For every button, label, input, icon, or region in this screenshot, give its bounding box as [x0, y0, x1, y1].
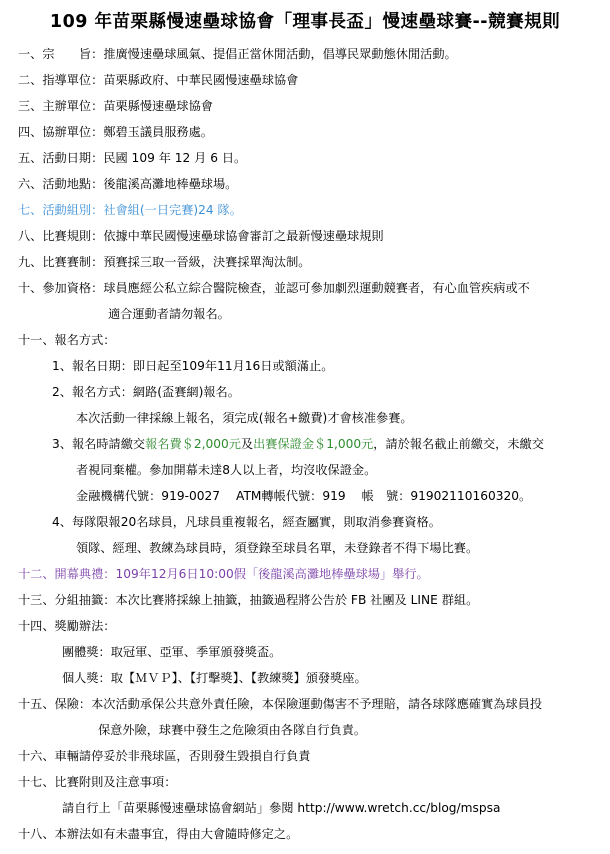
registration-fees: [52, 436, 544, 452]
fee-intro: 3、報名時請繳交: [52, 437, 146, 451]
section-notes: 十七、比賽附則及注意事項：: [18, 775, 177, 789]
deposit-fee: 出賽保證金＄1,000元: [253, 437, 374, 451]
item-co-organizer: [18, 124, 213, 140]
item-text: 苗栗縣政府、中華民國慢速壘球協會: [103, 73, 299, 87]
registration-fees-cont: 者視同棄權。參加開幕未達8人以上者，均沒收保證金。: [76, 463, 377, 477]
item-eligibility-cont: 適合運動者請勿報名。: [108, 307, 230, 321]
fee-rest: ，請於報名截止前繳交，未繳交: [373, 437, 544, 451]
item-label: 十二、開幕典禮：: [18, 567, 116, 581]
item-label: 六、活動地點：: [18, 177, 104, 191]
item-text: 民國 109 年 12 月 6 日。: [103, 151, 247, 165]
item-opening-ceremony: [18, 566, 429, 582]
roster-staff-note: 領隊、經理、教練為球員時，須登錄至球員名單，未登錄者不得下場比賽。: [76, 541, 479, 555]
item-amendment: 十八、本辦法如有未盡事宜，得由大會隨時修定之。: [18, 827, 299, 841]
item-label: 九、比賽賽制：: [18, 255, 104, 269]
item-label: 十三、分組抽籤：: [18, 593, 116, 607]
item-date: [18, 150, 246, 166]
item-label: 一、宗 旨：: [18, 47, 104, 61]
section-registration: 十一、報名方式：: [18, 333, 116, 347]
registration-online-note: 本次活動一律採線上報名，須完成(報名+繳費)才會核准參賽。: [76, 411, 413, 425]
item-parking: 十六、車輛請停妥於非飛球區，否則發生毀損自行負責: [18, 749, 311, 763]
item-eligibility: [18, 280, 530, 296]
award-individual: 個人獎：取【ＭＶＰ】、【打擊獎】、【教練獎】頒發獎座。: [62, 671, 367, 685]
item-tournament-format: [18, 254, 311, 270]
item-insurance-cont: 保意外險，球賽中發生之危險須由各隊自行負責。: [98, 723, 367, 737]
item-label: 八、比賽規則：: [18, 229, 104, 243]
item-text: 球員應經公私立綜合醫院檢查，並認可參加劇烈運動競賽者，有心血管疾病或不: [103, 281, 530, 295]
item-game-rules: [18, 228, 384, 244]
item-text: 社會組(一日完賽)24 隊。: [103, 203, 242, 217]
roster-limit: 4、每隊限報20名球員，凡球員重複報名，經查屬實，則取消參賽資格。: [52, 515, 441, 529]
item-draw: [18, 592, 478, 608]
item-venue: [18, 176, 237, 192]
item-text: 本次活動承保公共意外責任險，本保險運動傷害不予理賠，請各球隊應確實為球員投: [91, 697, 543, 711]
item-text: 鄭碧玉議員服務處。: [103, 125, 213, 139]
item-text: 推廣慢速壘球風氣、提倡正當休閒活動，倡導民眾動態休閒活動。: [103, 47, 457, 61]
page-title: 109 年苗栗縣慢速壘球協會「理事長盃」慢速壘球賽--競賽規則: [49, 12, 561, 32]
item-label: 五、活動日期：: [18, 151, 104, 165]
item-purpose: [18, 46, 457, 62]
fee-and: 及: [240, 437, 254, 451]
registration-method: 2、報名方式：網路(盃賽網)報名。: [52, 385, 240, 399]
notes-website: 請自行上「苗栗縣慢速壘球協會網站」參閱 http://www.wretch.cc/blog/mspsa: [62, 801, 501, 815]
item-guidance-unit: [18, 72, 298, 88]
item-text: 本次比賽將採線上抽籤，抽籤過程將公告於 FB 社團及 LINE 群組。: [115, 593, 479, 607]
item-organizer: [18, 98, 213, 114]
item-text: 109年12月6日10:00假「後龍溪高灘地棒壘球場」舉行。: [115, 567, 429, 581]
item-label: 十五、保險：: [18, 697, 92, 711]
item-label: 三、主辦單位：: [18, 99, 104, 113]
item-label: 七、活動組別：: [18, 203, 104, 217]
item-insurance: [18, 696, 542, 712]
bank-info: 金融機構代號：919-0027 ATM轉帳代號：919 帳 號：91902110160320。: [76, 489, 532, 503]
item-text: 苗栗縣慢速壘球協會: [103, 99, 213, 113]
item-text: 依據中華民國慢速壘球協會審訂之最新慢速壘球規則: [103, 229, 384, 243]
item-text: 後龍溪高灘地棒壘球場。: [103, 177, 238, 191]
registration-date: 1、報名日期：即日起至109年11月16日或額滿止。: [52, 359, 334, 373]
section-awards: 十四、獎勵辦法：: [18, 619, 116, 633]
item-division: [18, 202, 242, 218]
registration-fee: 報名費＄2,000元: [145, 437, 241, 451]
item-text: 預賽採三取一晉級，決賽採單淘汰制。: [103, 255, 311, 269]
item-label: 二、指導單位：: [18, 73, 104, 87]
item-label: 十、參加資格：: [18, 281, 104, 295]
award-team: 團體獎：取冠軍、亞軍、季軍頒發獎盃。: [62, 645, 282, 659]
item-label: 四、協辦單位：: [18, 125, 104, 139]
